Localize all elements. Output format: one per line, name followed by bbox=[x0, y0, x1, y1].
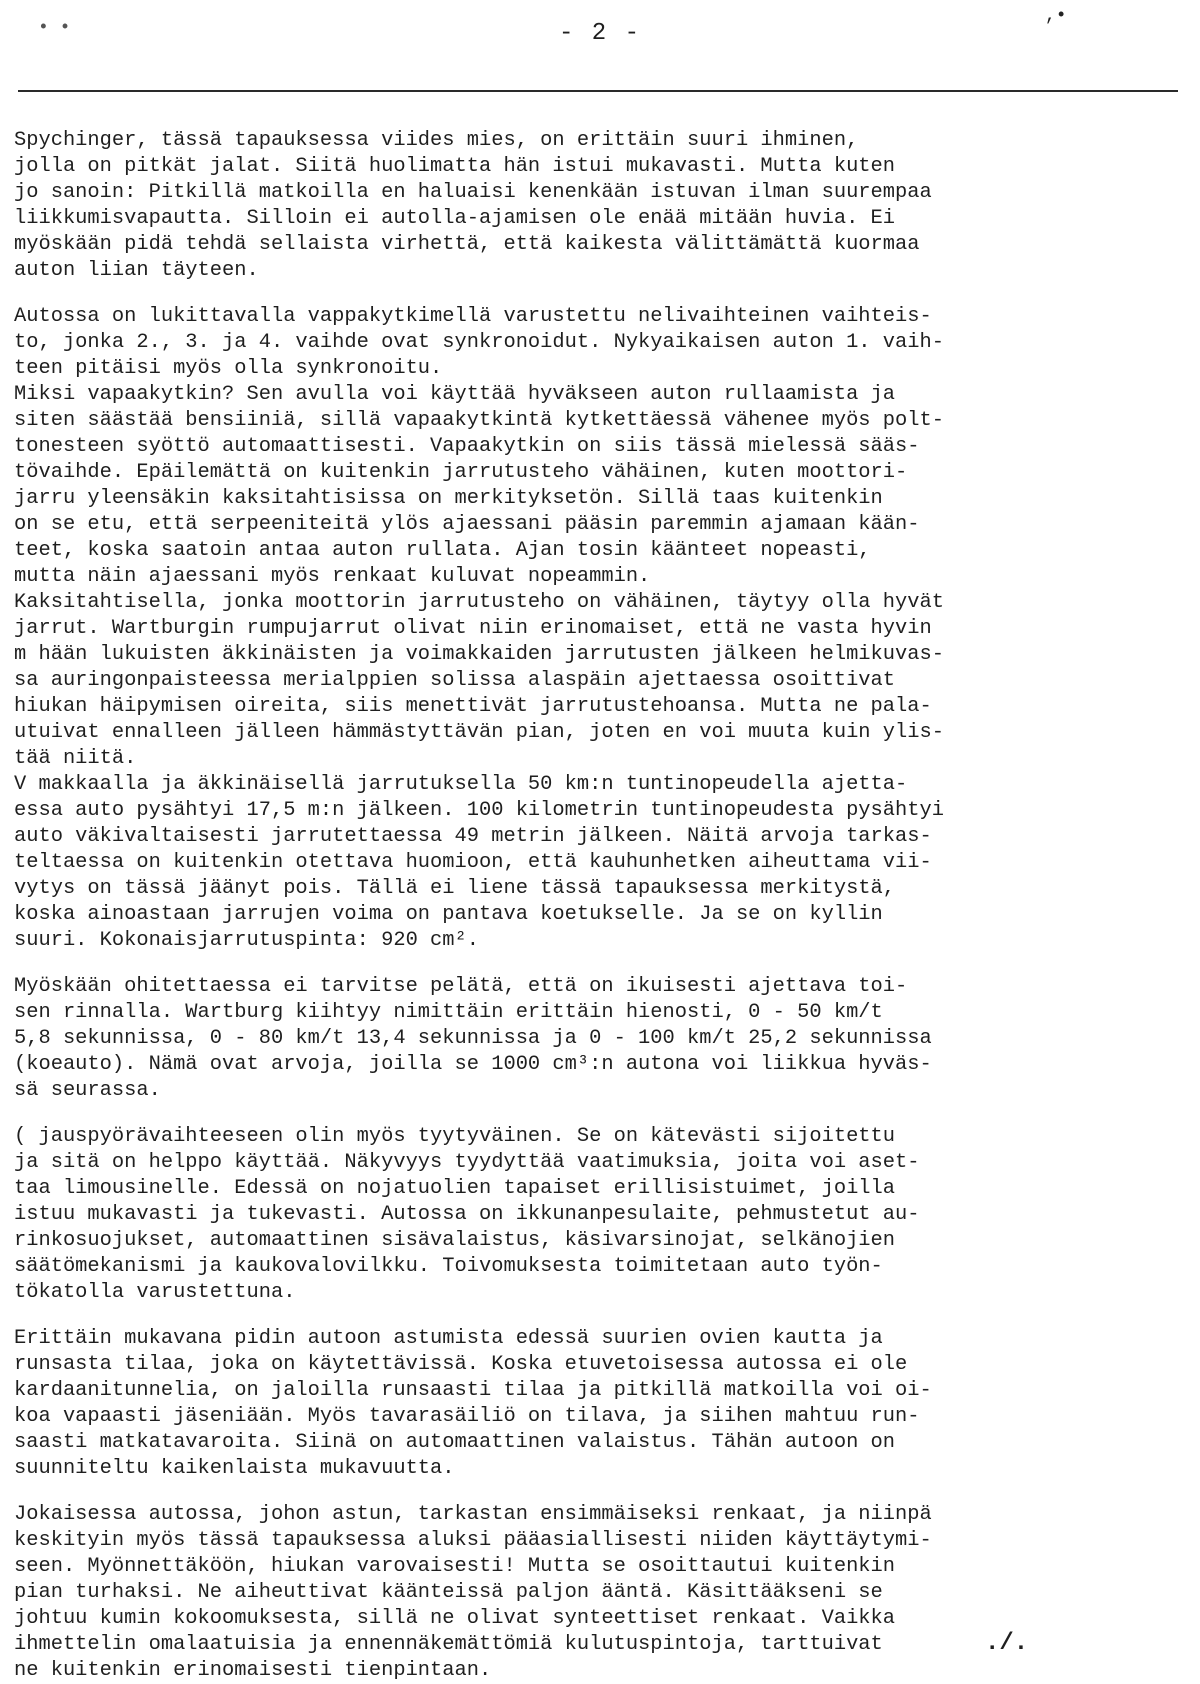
paragraph bbox=[14, 1124, 1184, 1306]
text-line: istuu mukavasti ja tukevasti. Autossa on ikkunanpesulaite, pehmustetut au- bbox=[14, 1203, 920, 1226]
text-line: koska ainoastaan jarrujen voima on pantava koetukselle. Ja se on kyllin bbox=[14, 903, 883, 926]
text-line: Jokaisessa autossa, johon astun, tarkastan ensimmäiseksi renkaat, ja niinpä bbox=[14, 1503, 932, 1526]
text-line: vytys on tässä jäänyt pois. Tällä ei liene tässä tapauksessa merkitystä, bbox=[14, 877, 896, 900]
text-line: runsasta tilaa, joka on käytettävissä. Koska etuvetoisessa autossa ei ole bbox=[14, 1353, 908, 1376]
text-line: jarrut. Wartburgin rumpujarrut olivat niin erinomaiset, että ne vasta hyvin bbox=[14, 617, 932, 640]
text-line: liikkumisvapautta. Silloin ei autolla-ajamisen ole enää mitään huvia. Ei bbox=[14, 207, 896, 230]
text-line: sä seurassa. bbox=[14, 1079, 161, 1102]
paragraph bbox=[14, 382, 1184, 590]
text-line: jolla on pitkät jalat. Siitä huolimatta hän istui mukavasti. Mutta kuten bbox=[14, 155, 896, 178]
continuation-mark: ./. bbox=[985, 1630, 1029, 1657]
text-line: on se etu, että serpeeniteitä ylös ajaessani pääsin paremmin ajamaan kään- bbox=[14, 513, 920, 536]
text-line: tökatolla varustettuna. bbox=[14, 1281, 296, 1304]
text-line: tövaihde. Epäilemättä on kuitenkin jarrutusteho vähäinen, kuten moottori- bbox=[14, 461, 908, 484]
text-line: jo sanoin: Pitkillä matkoilla en haluaisi kenenkään istuvan ilman suurempaa bbox=[14, 181, 932, 204]
text-line: koa vapaasti jäseniään. Myös tavarasäiliö on tilava, ja siihen mahtuu run- bbox=[14, 1405, 920, 1428]
text-line: essa auto pysähtyi 17,5 m:n jälkeen. 100 kilometrin tuntinopeudesta pysähtyi bbox=[14, 799, 944, 822]
text-line: johtuu kumin kokoomuksesta, sillä ne olivat synteettiset renkaat. Vaikka bbox=[14, 1607, 896, 1630]
text-line: ( jauspyörävaihteeseen olin myös tyytyväinen. Se on kätevästi sijoitettu bbox=[14, 1125, 896, 1148]
text-line: teen pitäisi myös olla synkronoitu. bbox=[14, 357, 443, 380]
text-line: myöskään pidä tehdä sellaista virhettä, että kaikesta välittämättä kuormaa bbox=[14, 233, 920, 256]
text-line: tonesteen syöttö automaattisesti. Vapaakytkin on siis tässä mielessä sääs- bbox=[14, 435, 920, 458]
text-line: Erittäin mukavana pidin autoon astumista edessä suurien ovien kautta ja bbox=[14, 1327, 883, 1350]
paragraph bbox=[14, 974, 1184, 1104]
text-line: utuivat ennalleen jälleen hämmästyttävän pian, joten en voi muuta kuin ylis- bbox=[14, 721, 944, 744]
text-line: (koeauto). Nämä ovat arvoja, joilla se 1000 cm³:n autona voi liikkua hyväs- bbox=[14, 1053, 932, 1076]
paragraph bbox=[14, 128, 1184, 284]
text-line: kardaanitunnelia, on jaloilla runsaasti tilaa ja pitkillä matkoilla voi oi- bbox=[14, 1379, 932, 1402]
text-line: Miksi vapaakytkin? Sen avulla voi käyttää hyväkseen auton rullaamista ja bbox=[14, 383, 896, 406]
text-line: Myöskään ohitettaessa ei tarvitse pelätä, että on ikuisesti ajettava toi- bbox=[14, 975, 908, 998]
text-line: keskityin myös tässä tapauksessa aluksi pääasiallisesti niiden käyttäytymi- bbox=[14, 1529, 932, 1552]
text-line: pian turhaksi. Ne aiheuttivat käänteissä paljon ääntä. Käsittääkseni se bbox=[14, 1581, 883, 1604]
paragraph bbox=[14, 1326, 1184, 1482]
text-line: Spychinger, tässä tapauksessa viides mies, on erittäin suuri ihminen, bbox=[14, 129, 859, 152]
text-line: 5,8 sekunnissa, 0 - 80 km/t 13,4 sekunnissa ja 0 - 100 km/t 25,2 sekunnissa bbox=[14, 1027, 932, 1050]
text-line: tää niitä. bbox=[14, 747, 137, 770]
text-line: auton liian täyteen. bbox=[14, 259, 259, 282]
text-line: V makkaalla ja äkkinäisellä jarrutuksella 50 km:n tuntinopeudella ajetta- bbox=[14, 773, 908, 796]
text-line: säätömekanismi ja kaukovalovilkku. Toivomuksesta toimitetaan auto työn- bbox=[14, 1255, 883, 1278]
text-line: m hään lukuisten äkkinäisten ja voimakkaiden jarrutusten jälkeen helmikuvas- bbox=[14, 643, 944, 666]
text-line: ja sitä on helppo käyttää. Näkyvyys tyydyttää vaatimuksia, joita voi aset- bbox=[14, 1151, 920, 1174]
corner-mark-right: ,• bbox=[1045, 6, 1067, 26]
text-line: jarru yleensäkin kaksitahtisissa on merkityksetön. Sillä taas kuitenkin bbox=[14, 487, 883, 510]
text-line: siten säästää bensiiniä, sillä vapaakytkintä kytkettäessä vähenee myös polt- bbox=[14, 409, 944, 432]
text-line: Kaksitahtisella, jonka moottorin jarrutusteho on vähäinen, täytyy olla hyvät bbox=[14, 591, 944, 614]
text-line: sen rinnalla. Wartburg kiihtyy nimittäin erittäin hienosti, 0 - 50 km/t bbox=[14, 1001, 883, 1024]
header-rule bbox=[18, 90, 1178, 92]
document-body bbox=[14, 128, 1184, 1684]
paragraph bbox=[14, 590, 1184, 954]
text-line: seen. Myönnettäköön, hiukan varovaisesti! Mutta se osoittautui kuitenkin bbox=[14, 1555, 896, 1578]
text-line: mutta näin ajaessani myös renkaat kuluvat nopeammin. bbox=[14, 565, 651, 588]
text-line: saasti matkatavaroita. Siinä on automaattinen valaistus. Tähän autoon on bbox=[14, 1431, 896, 1454]
text-line: sa auringonpaisteessa merialppien solissa alaspäin ajettaessa osoittivat bbox=[14, 669, 896, 692]
text-line: taa limousinelle. Edessä on nojatuolien tapaiset erillisistuimet, joilla bbox=[14, 1177, 896, 1200]
text-line: ne kuitenkin erinomaisesti tienpintaan. bbox=[14, 1659, 492, 1682]
text-line: to, jonka 2., 3. ja 4. vaihde ovat synkronoidut. Nykyaikaisen auton 1. vaih- bbox=[14, 331, 944, 354]
text-line: suuri. Kokonaisjarrutuspinta: 920 cm². bbox=[14, 929, 479, 952]
paragraph bbox=[14, 304, 1184, 382]
corner-marks: • • bbox=[38, 18, 71, 38]
text-line: hiukan häipymisen oireita, siis menettivät jarrutustehoansa. Mutta ne pala- bbox=[14, 695, 932, 718]
text-line: suunniteltu kaikenlaista mukavuutta. bbox=[14, 1457, 455, 1480]
text-line: auto väkivaltaisesti jarrutettaessa 49 metrin jälkeen. Näitä arvoja tarkas- bbox=[14, 825, 932, 848]
text-line: Autossa on lukittavalla vappakytkimellä varustettu nelivaihteinen vaihteis- bbox=[14, 305, 932, 328]
page-number: - 2 - bbox=[558, 20, 641, 47]
text-line: rinkosuojukset, automaattinen sisävalaistus, käsivarsinojat, selkänojien bbox=[14, 1229, 896, 1252]
text-line: teltaessa on kuitenkin otettava huomioon, että kauhunhetken aiheuttama vii- bbox=[14, 851, 932, 874]
text-line: ihmettelin omalaatuisia ja ennennäkemättömiä kulutuspintoja, tarttuivat bbox=[14, 1633, 883, 1656]
text-line: teet, koska saatoin antaa auton rullata. Ajan tosin käänteet nopeasti, bbox=[14, 539, 871, 562]
